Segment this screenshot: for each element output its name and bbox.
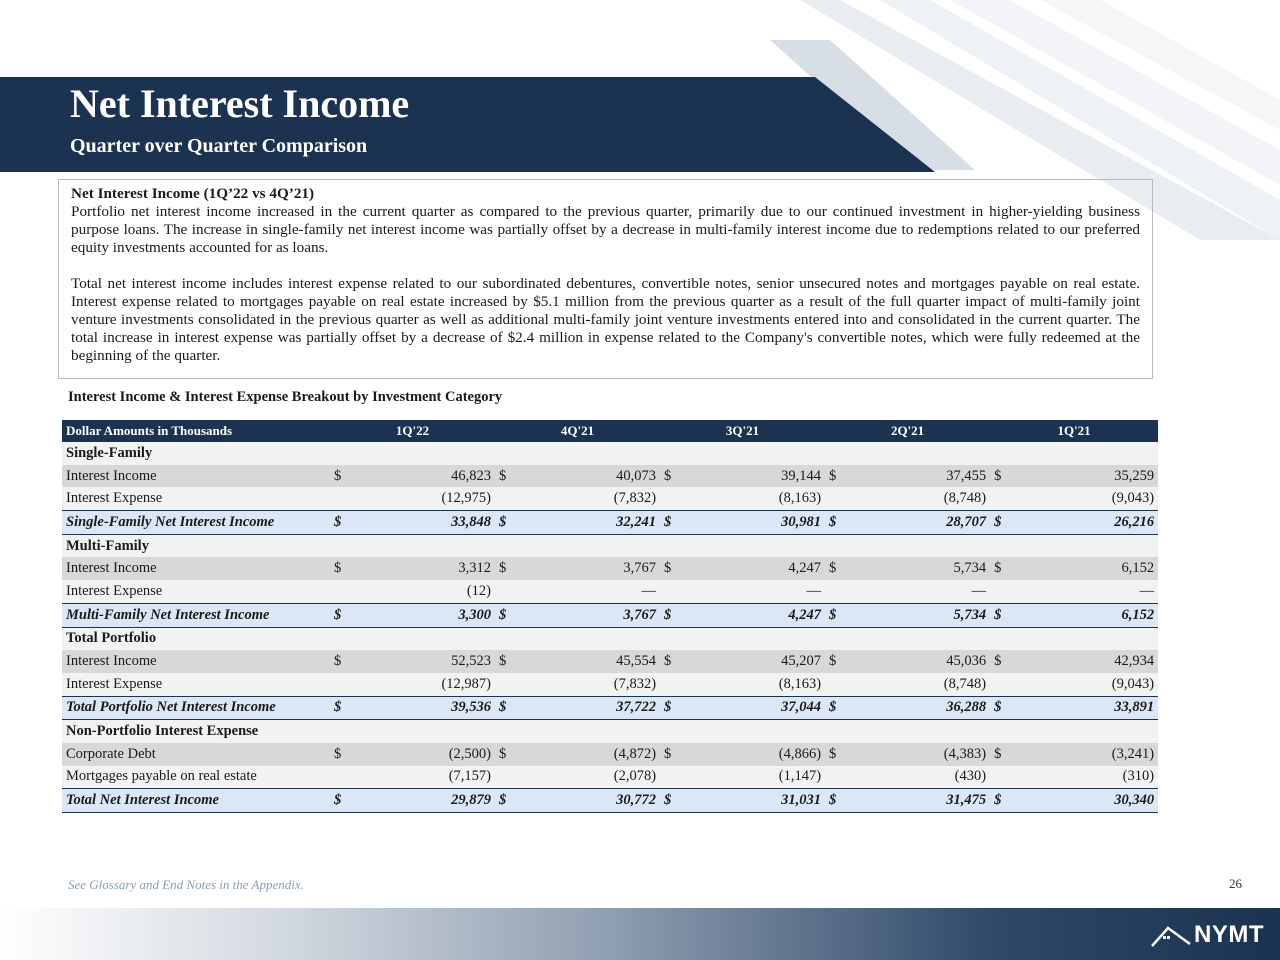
value-cell: 45,207 [678, 650, 825, 673]
value-cell: 6,152 [1008, 603, 1158, 627]
currency-symbol [660, 580, 678, 603]
value-cell: 32,241 [513, 511, 660, 535]
currency-symbol: $ [495, 465, 513, 488]
value-cell: (430) [843, 766, 990, 789]
row-label: Interest Expense [62, 487, 330, 510]
section-row [62, 534, 1158, 557]
currency-symbol [330, 766, 348, 789]
commentary-box [58, 179, 1153, 379]
currency-symbol [990, 487, 1008, 510]
section-row [62, 720, 1158, 743]
currency-symbol: $ [660, 511, 678, 535]
commentary-paragraph-1: Portfolio net interest income increased in the current quarter as compared to the previous quarter, primarily due to our continued investment in higher-yielding business purpose loans. The increase in single-family net interest income was partially offset by a decrease in multi-family interest income due to redemptions related to our preferred equity investments accounted for as loans. [71, 203, 1140, 256]
row-label: Single-Family Net Interest Income [62, 511, 330, 535]
page-subtitle: Quarter over Quarter Comparison [70, 135, 368, 157]
header-cell-2q21: 2Q'21 [825, 420, 990, 442]
section-filler [330, 627, 1158, 650]
currency-symbol: $ [990, 511, 1008, 535]
table-row [62, 673, 1158, 696]
table-row [62, 557, 1158, 580]
value-cell: (4,383) [843, 743, 990, 766]
currency-symbol: $ [825, 557, 843, 580]
row-label: Corporate Debt [62, 743, 330, 766]
header-cell-label: Dollar Amounts in Thousands [62, 420, 330, 442]
currency-symbol: $ [330, 696, 348, 720]
currency-symbol [330, 673, 348, 696]
value-cell: 4,247 [678, 603, 825, 627]
section-filler [330, 534, 1158, 557]
row-label: Interest Income [62, 557, 330, 580]
currency-symbol: $ [330, 650, 348, 673]
value-cell: 5,734 [843, 603, 990, 627]
header-cell-1q22: 1Q'22 [330, 420, 495, 442]
currency-symbol [330, 580, 348, 603]
currency-symbol: $ [495, 743, 513, 766]
currency-symbol [990, 766, 1008, 789]
table-header-row [62, 420, 1158, 442]
currency-symbol: $ [990, 696, 1008, 720]
currency-symbol: $ [990, 557, 1008, 580]
value-cell: 3,767 [513, 603, 660, 627]
value-cell: (7,832) [513, 487, 660, 510]
row-label: Interest Expense [62, 580, 330, 603]
footnote: See Glossary and End Notes in the Appendix. [68, 877, 304, 892]
currency-symbol: $ [660, 557, 678, 580]
currency-symbol [825, 487, 843, 510]
currency-symbol: $ [330, 511, 348, 535]
commentary-paragraph-2: Total net interest income includes interest expense related to our subordinated debentures, convertible notes, senior unsecured notes and mortgages payable on real estate. Interest expense related to mortgages payable on real estate increased by $5.1 million from the previous quarter as a result of the full quarter impact of multi-family joint venture investments consolidated in the previous quarter as well as additional multi-family joint venture investments entered into and consolidated in the current quarter. The total increase in interest expense was partially offset by a decrease of $2.4 million in expense related to the Company's convertible notes, which were fully redeemed at the beginning of the quarter. [71, 275, 1140, 364]
currency-symbol: $ [495, 696, 513, 720]
value-cell: 45,554 [513, 650, 660, 673]
value-cell: 33,848 [348, 511, 495, 535]
value-cell: 4,247 [678, 557, 825, 580]
currency-symbol: $ [990, 650, 1008, 673]
section-filler [330, 720, 1158, 743]
currency-symbol: $ [495, 789, 513, 813]
value-cell: (12,975) [348, 487, 495, 510]
value-cell: (2,500) [348, 743, 495, 766]
value-cell: 42,934 [1008, 650, 1158, 673]
currency-symbol: $ [495, 650, 513, 673]
currency-symbol: $ [330, 557, 348, 580]
currency-symbol: $ [825, 696, 843, 720]
currency-symbol: $ [825, 743, 843, 766]
value-cell: 37,722 [513, 696, 660, 720]
currency-symbol: $ [660, 650, 678, 673]
currency-symbol: $ [330, 465, 348, 488]
value-cell: 3,767 [513, 557, 660, 580]
currency-symbol: $ [990, 465, 1008, 488]
row-label: Single-Family [62, 442, 330, 465]
table-row [62, 766, 1158, 789]
value-cell: 6,152 [1008, 557, 1158, 580]
currency-symbol [825, 673, 843, 696]
row-label: Interest Income [62, 465, 330, 488]
value-cell: (2,078) [513, 766, 660, 789]
value-cell: (9,043) [1008, 673, 1158, 696]
value-cell: — [1008, 580, 1158, 603]
value-cell: (8,163) [678, 487, 825, 510]
value-cell: (9,043) [1008, 487, 1158, 510]
footer-band [0, 908, 1280, 960]
value-cell: — [678, 580, 825, 603]
page-title: Net Interest Income [70, 81, 410, 126]
value-cell: (7,832) [513, 673, 660, 696]
total-row [62, 603, 1158, 627]
value-cell: 40,073 [513, 465, 660, 488]
currency-symbol [495, 766, 513, 789]
value-cell: 46,823 [348, 465, 495, 488]
currency-symbol: $ [495, 511, 513, 535]
currency-symbol: $ [495, 557, 513, 580]
currency-symbol: $ [990, 789, 1008, 813]
value-cell: 30,340 [1008, 789, 1158, 813]
interest-breakout-table [62, 420, 1158, 813]
total-row [62, 511, 1158, 535]
row-label: Mortgages payable on real estate [62, 766, 330, 789]
currency-symbol [660, 673, 678, 696]
currency-symbol [990, 673, 1008, 696]
header-cell-3q21: 3Q'21 [660, 420, 825, 442]
currency-symbol [495, 673, 513, 696]
value-cell: 31,031 [678, 789, 825, 813]
currency-symbol: $ [330, 743, 348, 766]
currency-symbol: $ [825, 511, 843, 535]
value-cell: 29,879 [348, 789, 495, 813]
currency-symbol: $ [330, 789, 348, 813]
row-label: Non-Portfolio Interest Expense [62, 720, 330, 743]
currency-symbol [495, 487, 513, 510]
value-cell: (4,872) [513, 743, 660, 766]
section-row [62, 627, 1158, 650]
currency-symbol: $ [660, 743, 678, 766]
currency-symbol: $ [825, 603, 843, 627]
value-cell: 37,044 [678, 696, 825, 720]
logo-text: NYMT [1194, 921, 1264, 948]
value-cell: 5,734 [843, 557, 990, 580]
house-roof-icon [1150, 922, 1192, 948]
row-label: Multi-Family Net Interest Income [62, 603, 330, 627]
row-label: Multi-Family [62, 534, 330, 557]
value-cell: 45,036 [843, 650, 990, 673]
value-cell: 33,891 [1008, 696, 1158, 720]
value-cell: (4,866) [678, 743, 825, 766]
value-cell: (8,748) [843, 487, 990, 510]
table-row [62, 465, 1158, 488]
currency-symbol [330, 487, 348, 510]
value-cell: 39,536 [348, 696, 495, 720]
commentary-heading: Net Interest Income (1Q’22 vs 4Q’21) [71, 185, 315, 202]
currency-symbol: $ [330, 603, 348, 627]
row-label: Total Net Interest Income [62, 789, 330, 813]
currency-symbol: $ [660, 696, 678, 720]
section-row [62, 442, 1158, 465]
table-caption: Interest Income & Interest Expense Breakout by Investment Category [68, 389, 503, 405]
currency-symbol [660, 487, 678, 510]
currency-symbol: $ [495, 603, 513, 627]
value-cell: (8,748) [843, 673, 990, 696]
value-cell: 3,312 [348, 557, 495, 580]
currency-symbol: $ [825, 650, 843, 673]
currency-symbol: $ [660, 789, 678, 813]
value-cell: 30,981 [678, 511, 825, 535]
row-label: Total Portfolio [62, 627, 330, 650]
header-cell-4q21: 4Q'21 [495, 420, 660, 442]
table-row [62, 650, 1158, 673]
value-cell: (7,157) [348, 766, 495, 789]
currency-symbol: $ [825, 465, 843, 488]
value-cell: 30,772 [513, 789, 660, 813]
table-row [62, 487, 1158, 510]
value-cell: 39,144 [678, 465, 825, 488]
value-cell: 3,300 [348, 603, 495, 627]
row-label: Interest Expense [62, 673, 330, 696]
value-cell: 26,216 [1008, 511, 1158, 535]
value-cell: (8,163) [678, 673, 825, 696]
currency-symbol: $ [660, 465, 678, 488]
value-cell: — [843, 580, 990, 603]
row-label: Interest Income [62, 650, 330, 673]
currency-symbol: $ [825, 789, 843, 813]
currency-symbol: $ [990, 603, 1008, 627]
table-body [62, 442, 1158, 813]
company-logo [1150, 921, 1264, 949]
currency-symbol: $ [990, 743, 1008, 766]
value-cell: 52,523 [348, 650, 495, 673]
value-cell: 28,707 [843, 511, 990, 535]
page-number: 26 [1229, 876, 1242, 891]
currency-symbol [825, 580, 843, 603]
value-cell: (3,241) [1008, 743, 1158, 766]
currency-symbol: $ [660, 603, 678, 627]
value-cell: (12) [348, 580, 495, 603]
currency-symbol [660, 766, 678, 789]
row-label: Total Portfolio Net Interest Income [62, 696, 330, 720]
section-filler [330, 442, 1158, 465]
header-cell-1q21: 1Q'21 [990, 420, 1158, 442]
currency-symbol [495, 580, 513, 603]
value-cell: 36,288 [843, 696, 990, 720]
value-cell: 37,455 [843, 465, 990, 488]
value-cell: (1,147) [678, 766, 825, 789]
table-row [62, 580, 1158, 603]
currency-symbol [990, 580, 1008, 603]
total-row [62, 789, 1158, 813]
value-cell: (310) [1008, 766, 1158, 789]
total-row [62, 696, 1158, 720]
value-cell: (12,987) [348, 673, 495, 696]
value-cell: 31,475 [843, 789, 990, 813]
value-cell: 35,259 [1008, 465, 1158, 488]
table-row [62, 743, 1158, 766]
value-cell: — [513, 580, 660, 603]
currency-symbol [825, 766, 843, 789]
